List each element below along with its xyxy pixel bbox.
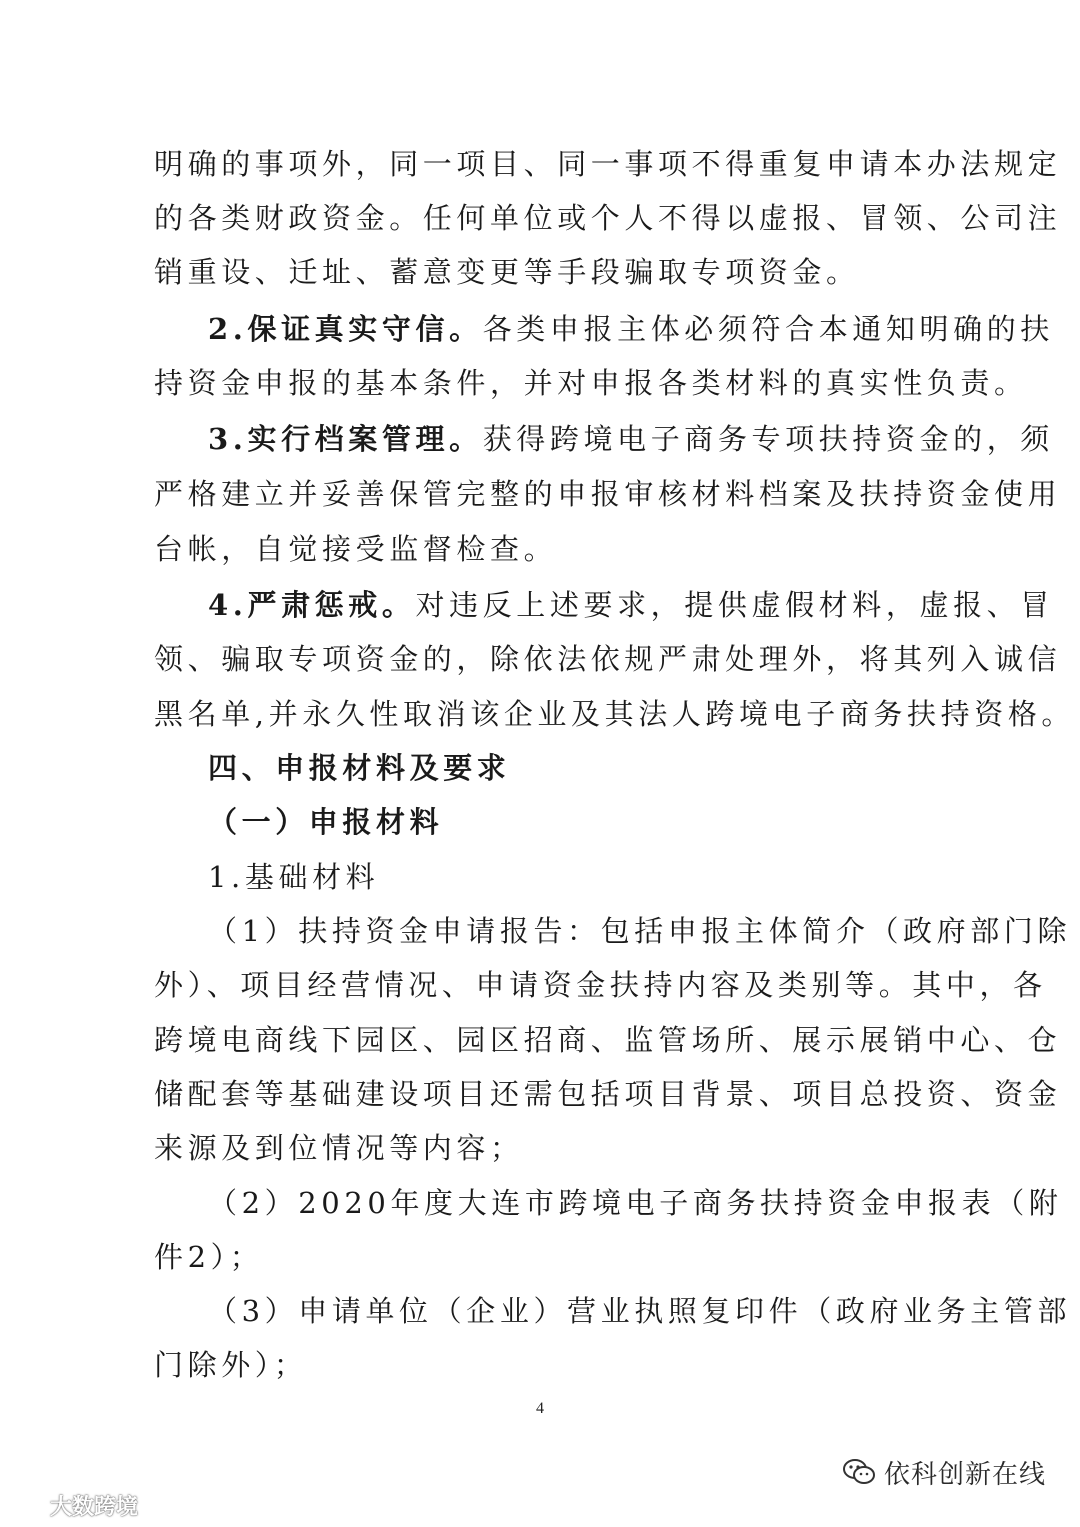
text-segment: 储配套等基础建设项目还需包括项目背景、项目总投资、资金: [154, 1077, 1062, 1111]
bold-lead-in: 2.保证真实守信。: [208, 312, 483, 346]
text-segment: 的各类财政资金。任何单位或个人不得以虚报、冒领、公司注: [154, 201, 1062, 235]
text-segment: 明确的事项外，同一项目、同一事项不得重复申请本办法规定: [154, 147, 1062, 181]
bold-lead-in: 3.实行档案管理。: [208, 422, 483, 456]
text-segment: （2）2020年度大连市跨境电子商务扶持资金申报表（附: [208, 1186, 1063, 1220]
text-line: [154, 641, 1080, 677]
text-line: [208, 804, 1080, 840]
wechat-icon: [842, 1457, 876, 1487]
text-line: [154, 696, 1080, 732]
text-line: [154, 254, 1080, 290]
text-segment: 跨境电商线下园区、园区招商、监管场所、展示展销中心、仓: [154, 1023, 1062, 1057]
watermark-right-text: 依科创新在线: [883, 1459, 1046, 1490]
text-line: [154, 1076, 1080, 1112]
text-segment: 外）、项目经营情况、申请资金扶持内容及类别等。其中，各: [154, 968, 1047, 1002]
text-segment: （1）扶持资金申请报告：包括申报主体简介（政府部门除: [208, 914, 1072, 948]
text-segment: 持资金申报的基本条件，并对申报各类材料的真实性负责。: [154, 366, 1028, 400]
bold-lead-in: （一）申报材料: [208, 805, 444, 839]
text-line: [154, 146, 1080, 182]
text-segment: 领、骗取专项资金的，除依法依规严肃处理外，将其列入诚信: [154, 642, 1062, 676]
text-segment: 黑名单,并永久性取消该企业及其法人跨境电子商务扶持资格。: [154, 697, 1076, 731]
text-segment: 获得跨境电子商务专项扶持资金的，须: [482, 422, 1054, 456]
watermark-right: [842, 1452, 1046, 1492]
watermark-left: [8, 1488, 138, 1522]
text-line: [208, 587, 1080, 623]
text-line: [208, 311, 1080, 347]
text-line: [154, 365, 1080, 401]
text-line: [154, 476, 1080, 512]
text-line: [208, 750, 1080, 786]
text-segment: 各类申报主体必须符合本通知明确的扶: [482, 312, 1054, 346]
text-line: [208, 859, 1080, 895]
text-segment: 1.基础材料: [208, 860, 380, 894]
watermark-left-text: 大数跨境: [50, 1494, 139, 1520]
text-line: [208, 421, 1080, 457]
weibo-icon: [8, 1492, 44, 1518]
page-number: 4: [536, 1400, 544, 1417]
text-line: [154, 967, 1080, 1003]
text-line: [154, 200, 1080, 236]
text-line: [208, 1185, 1080, 1221]
text-segment: 件2）；: [154, 1240, 264, 1274]
text-line: [154, 1239, 1080, 1275]
text-line: [154, 531, 1080, 567]
text-segment: 对违反上述要求，提供虚假材料，虚报、冒: [415, 588, 1054, 622]
text-segment: （3）申请单位（企业）营业执照复印件（政府业务主管部: [208, 1294, 1072, 1328]
text-segment: 台帐，自觉接受监督检查。: [154, 532, 558, 566]
text-segment: 严格建立并妥善保管完整的申报审核材料档案及扶持资金使用: [154, 477, 1062, 511]
text-segment: 门除外）；: [154, 1348, 308, 1382]
text-line: [208, 913, 1080, 949]
bold-lead-in: 四、申报材料及要求: [208, 751, 511, 785]
text-line: [154, 1130, 1080, 1166]
text-segment: 来源及到位情况等内容；: [154, 1131, 524, 1165]
bold-lead-in: 4.严肃惩戒。: [208, 588, 416, 622]
text-segment: 销重设、迁址、蓄意变更等手段骗取专项资金。: [154, 255, 860, 289]
text-line: [154, 1347, 1080, 1383]
text-line: [154, 1022, 1080, 1058]
text-line: [208, 1293, 1080, 1329]
